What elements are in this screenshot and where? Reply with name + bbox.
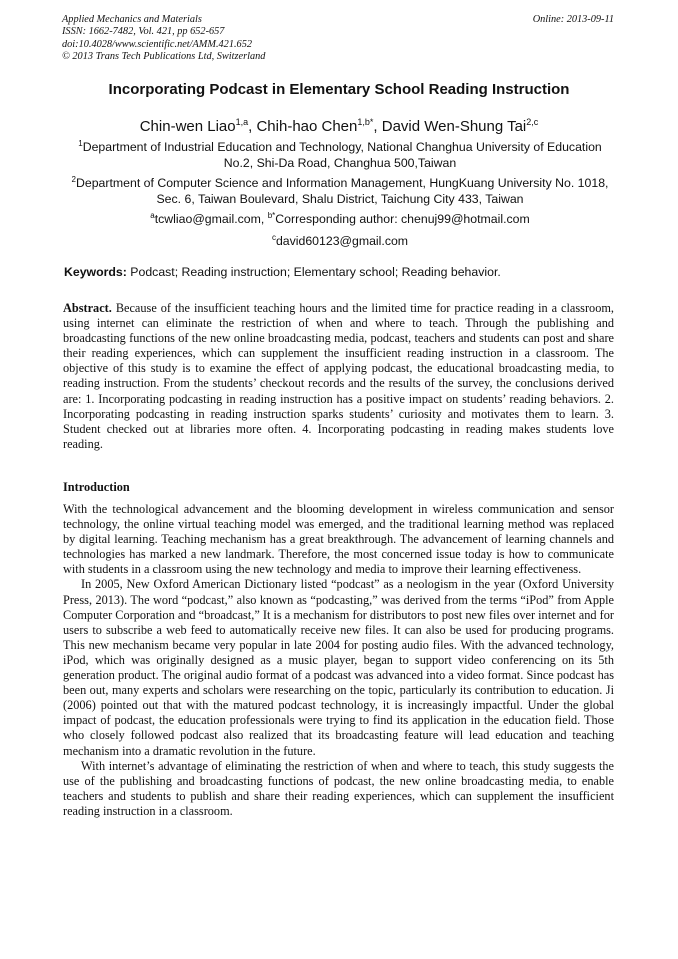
email-b: Corresponding author: chenuj99@hotmail.com (275, 212, 530, 227)
paper-title: Incorporating Podcast in Elementary School Reading Instruction (108, 81, 570, 98)
email-sup: a (150, 211, 155, 220)
author-name: Chin-wen Liao (139, 118, 236, 135)
doi-line: doi:10.4028/www.scientific.net/AMM.421.652 (62, 38, 252, 50)
abstract (63, 301, 614, 452)
journal-name: Applied Mechanics and Materials (62, 14, 202, 25)
keywords (64, 264, 501, 280)
abstract-text: Because of the insufficient teaching hours and the limited time for practice reading in a classroom, using internet can eliminate the restriction of when and where to teach. Through the publishing and broadcasting functions of the new online broadcasting media, podcast, teachers and students can post and share their reading experiences, which can supplement the insufficient reading instruction in a classroom. The objective of this study is to examine the effect of applying podcast, the educational broadcasting media, to reading instruction. From the students’ checkout records and the results of the survey, the conclusions derived are: 1. Incorporating podcasting in reading instruction has a positive impact on students’ reading behaviors. 2. Incorporating podcasting in reading instruction sparks students’ curiosity and motivates them to learn. 3. Student checked out at libraries more often. 4. Incorporating podcasting in reading makes students love reading. (63, 301, 614, 451)
author-emails (60, 208, 620, 227)
affiliation-2 (60, 172, 620, 207)
paragraph: In 2005, New Oxford American Dictionary listed “podcast” as a neologism in the year (Oxford University Press, 2013). The word “podcast,” also known as “podcasting,” was derived from the terms “iPod” from Apple Computer Corporation and “broadcast,” It is a mechanism for distributors to post new files over internet and for users to subscribe a web feed to automatically receive new files. It can also be used for producing programs. This new mechanism became very popular in late 2004 for posting audio files. With the advanced technology, iPod, which was originally designed as a music player, began to support video conferencing on its 5th generation product. The original audio format of a podcast was advanced into a video format. Since podcast has been out, many experts and scholars were researching on the topic, particularly its contribution to education. Ji (2006) pointed out that with the matured podcast technology, it is increasingly impactful. Under the global impact of podcast, the education professionals were trying to find its application in the education field. Those who closely followed podcast also realized that its broadcasting feature will lead education and teaching mechanism into a dramatic revolution in the future. (63, 577, 614, 758)
email-sup: b* (267, 211, 276, 220)
author-sup: 2,c (526, 117, 539, 127)
author-email-c (60, 230, 620, 249)
keywords-text: Podcast; Reading instruction; Elementary school; Reading behavior. (126, 265, 501, 279)
affiliation-1 (60, 136, 620, 171)
affiliation-sup: 2 (71, 175, 76, 184)
affiliation-line: Department of Computer Science and Information Management, HungKuang University No. 1018, (75, 176, 609, 191)
author-name: David Wen-Shung Tai (381, 118, 527, 135)
abstract-label: Abstract. (63, 301, 112, 315)
author-sup: 1,b* (357, 117, 374, 127)
paragraph: With internet’s advantage of eliminating the restriction of when and where to teach, this study suggests the use of the publishing and broadcasting functions of podcast, the new online broadcasting media, to enable teachers and students to publish and share their reading experiences, which can supplement the insufficient reading instruction in a classroom. (63, 758, 614, 818)
section-heading-introduction: Introduction (63, 480, 130, 494)
affiliation-sup: 1 (78, 139, 83, 148)
email-a: tcwliao@gmail.com, (154, 212, 265, 227)
introduction-body (63, 502, 614, 819)
issn-line: ISSN: 1662-7482, Vol. 421, pp 652-657 (62, 26, 225, 38)
author-name: Chih-hao Chen (256, 118, 358, 135)
email-sup: c (271, 233, 276, 242)
journal-header (62, 14, 265, 64)
copyright-line: © 2013 Trans Tech Publications Ltd, Switzerland (62, 51, 266, 63)
affiliation-line: No.2, Shi-Da Road, Changhua 500,Taiwan (223, 156, 457, 171)
keywords-label: Keywords: (64, 265, 127, 279)
author-list: Chin-wen Liao$^{1,a}$, Chih-hao Chen$^{1,b*}$, David Wen-Shung Tai$^{2,c}$ (139, 117, 539, 135)
email-c: david60123@gmail.com (275, 234, 409, 249)
affiliation-line: Department of Industrial Education and Technology, National Changhua University of Education (82, 140, 602, 155)
author-sup: 1,a (235, 117, 249, 127)
affiliation-line: Sec. 6, Taiwan Boulevard, Shalu District, Taichung City 433, Taiwan (156, 192, 524, 207)
paragraph: With the technological advancement and the blooming development in wireless communication and sensor technology, the online virtual teaching model was emerged, and the traditional learning method was replaced by digital learning. Teaching mechanism has a great breakthrough. The advancement of learning channels and technologies has marked a new landmark. Therefore, the most concerned issue today is how to communicate with students in a classroom using the new technology and media to improve their learning effectiveness. (63, 502, 614, 577)
online-date: Online: 2013-09-11 (532, 14, 614, 25)
